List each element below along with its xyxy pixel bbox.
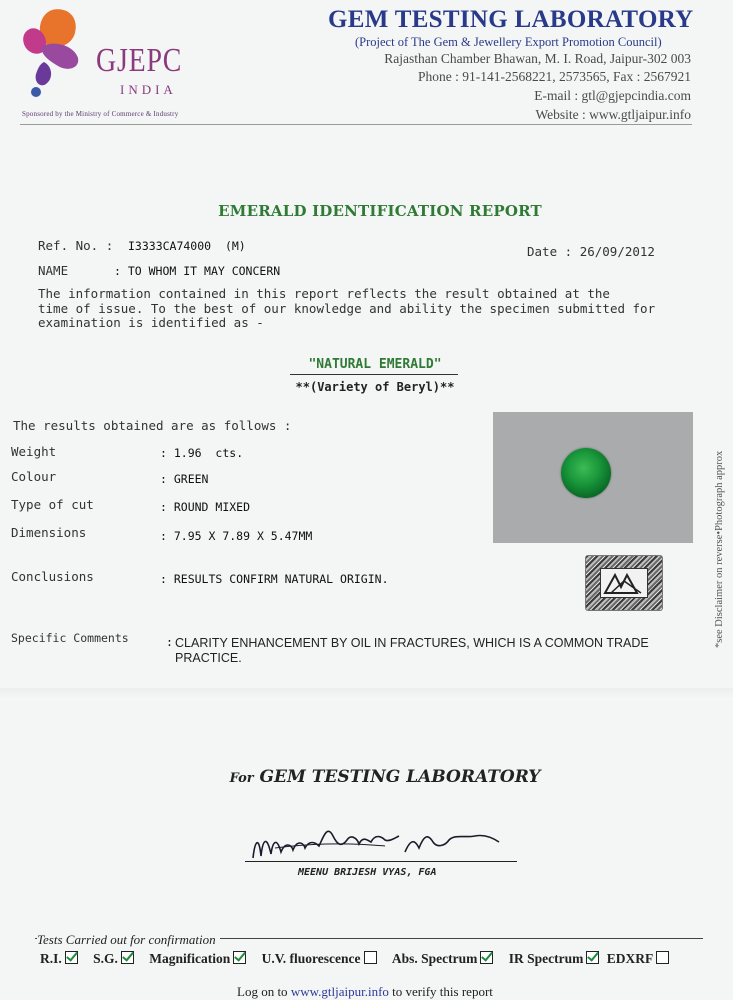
identification-result: "NATURAL EMERALD" xyxy=(308,357,442,372)
emerald-gem-image xyxy=(561,448,611,498)
variety-note: **(Variety of Beryl)** xyxy=(295,380,455,394)
lab-address: Rajasthan Chamber Bhawan, M. I. Road, Jaipur-302 003 xyxy=(384,51,691,66)
checkbox-icon xyxy=(121,951,134,964)
ref-label: Ref. No. : xyxy=(38,238,114,253)
lab-website: Website : www.gtljaipur.info xyxy=(535,107,691,122)
verify-link[interactable]: www.gtljaipur.info xyxy=(290,984,389,999)
cut-value: : ROUND MIXED xyxy=(160,500,251,514)
comments-label: Specific Comments xyxy=(11,631,129,645)
name-value: : TO WHOM IT MAY CONCERN xyxy=(114,264,281,278)
tests-list xyxy=(40,951,681,967)
test-edxrf: EDXRF xyxy=(607,951,670,967)
side-disclaimer xyxy=(704,420,733,650)
paper-fold xyxy=(0,688,733,700)
conclusions-label: Conclusions xyxy=(11,569,94,584)
lab-title: GEM TESTING LABORATORY xyxy=(328,6,694,33)
lab-phone: Phone : 91-141-2568221, 2573565, Fax : 2567921 xyxy=(418,69,691,84)
test-ri: R.I. xyxy=(40,951,78,967)
intro-line-1: The information contained in this report reflects the result obtained at the xyxy=(38,286,610,301)
tests-heading: Tests Carried out for confirmation xyxy=(37,932,220,948)
colour-value: : GREEN xyxy=(160,472,209,486)
svg-text:*see Disclaimer on reverse•Pho: *see Disclaimer on reverse•Photograph approx xyxy=(714,450,725,648)
header-divider xyxy=(20,124,692,125)
test-uv-fluorescence: U.V. fluorescence xyxy=(262,951,377,967)
test-ir-spectrum: IR Spectrum xyxy=(509,951,600,967)
test-magnification: Magnification xyxy=(149,951,246,967)
colour-label: Colour xyxy=(11,469,57,484)
checkbox-icon xyxy=(364,951,377,964)
comments-value: CLARITY ENHANCEMENT BY OIL IN FRACTURES, WHICH IS A COMMON TRADE PRACTICE. xyxy=(175,636,649,665)
checkbox-icon xyxy=(233,951,246,964)
weight-value: : 1.96 cts. xyxy=(160,446,244,460)
report-title: EMERALD IDENTIFICATION REPORT xyxy=(218,202,542,220)
test-abs-spectrum: Abs. Spectrum xyxy=(392,951,494,967)
signatory-name: MEENU BRIJESH VYAS, FGA xyxy=(298,867,437,878)
cut-label: Type of cut xyxy=(11,497,94,512)
checkbox-icon xyxy=(65,951,78,964)
date-field: Date : 26/09/2012 xyxy=(527,244,655,259)
ref-value: I3333CA74000 (M) xyxy=(128,239,246,253)
checkbox-icon xyxy=(586,951,599,964)
signature-image xyxy=(245,818,515,866)
checkbox-icon xyxy=(656,951,669,964)
weight-label: Weight xyxy=(11,444,57,459)
dimensions-label: Dimensions xyxy=(11,525,87,540)
results-intro: The results obtained are as follows : xyxy=(13,418,292,433)
gjepc-logo-icon xyxy=(22,6,86,98)
test-sg: S.G. xyxy=(93,951,134,967)
signature-line xyxy=(245,861,517,862)
hologram-seal-icon xyxy=(585,555,663,611)
checkbox-icon xyxy=(480,951,493,964)
intro-line-2: time of issue. To the best of our knowledge and ability the specimen submitted for xyxy=(38,301,656,316)
brand-country: INDIA xyxy=(120,82,177,97)
brand-name: GJEPC xyxy=(96,42,183,79)
sponsor-text: Sponsored by the Ministry of Commerce & Industry xyxy=(22,110,179,118)
name-label: NAME xyxy=(38,263,69,278)
lab-email: E-mail : gtl@gjepcindia.com xyxy=(534,88,691,103)
lab-project: (Project of The Gem & Jewellery Export Promotion Council) xyxy=(355,35,662,49)
conclusions-value: : RESULTS CONFIRM NATURAL ORIGIN. xyxy=(160,572,389,586)
result-underline xyxy=(290,374,458,375)
dimensions-value: : 7.95 X 7.89 X 5.47MM xyxy=(160,529,313,543)
verify-note: Log on to www.gtljaipur.info to verify this report xyxy=(237,984,493,999)
intro-line-3: examination is identified as - xyxy=(38,315,264,330)
comments-colon: : xyxy=(166,635,173,649)
for-laboratory: For GEM TESTING LABORATORY xyxy=(229,767,541,787)
